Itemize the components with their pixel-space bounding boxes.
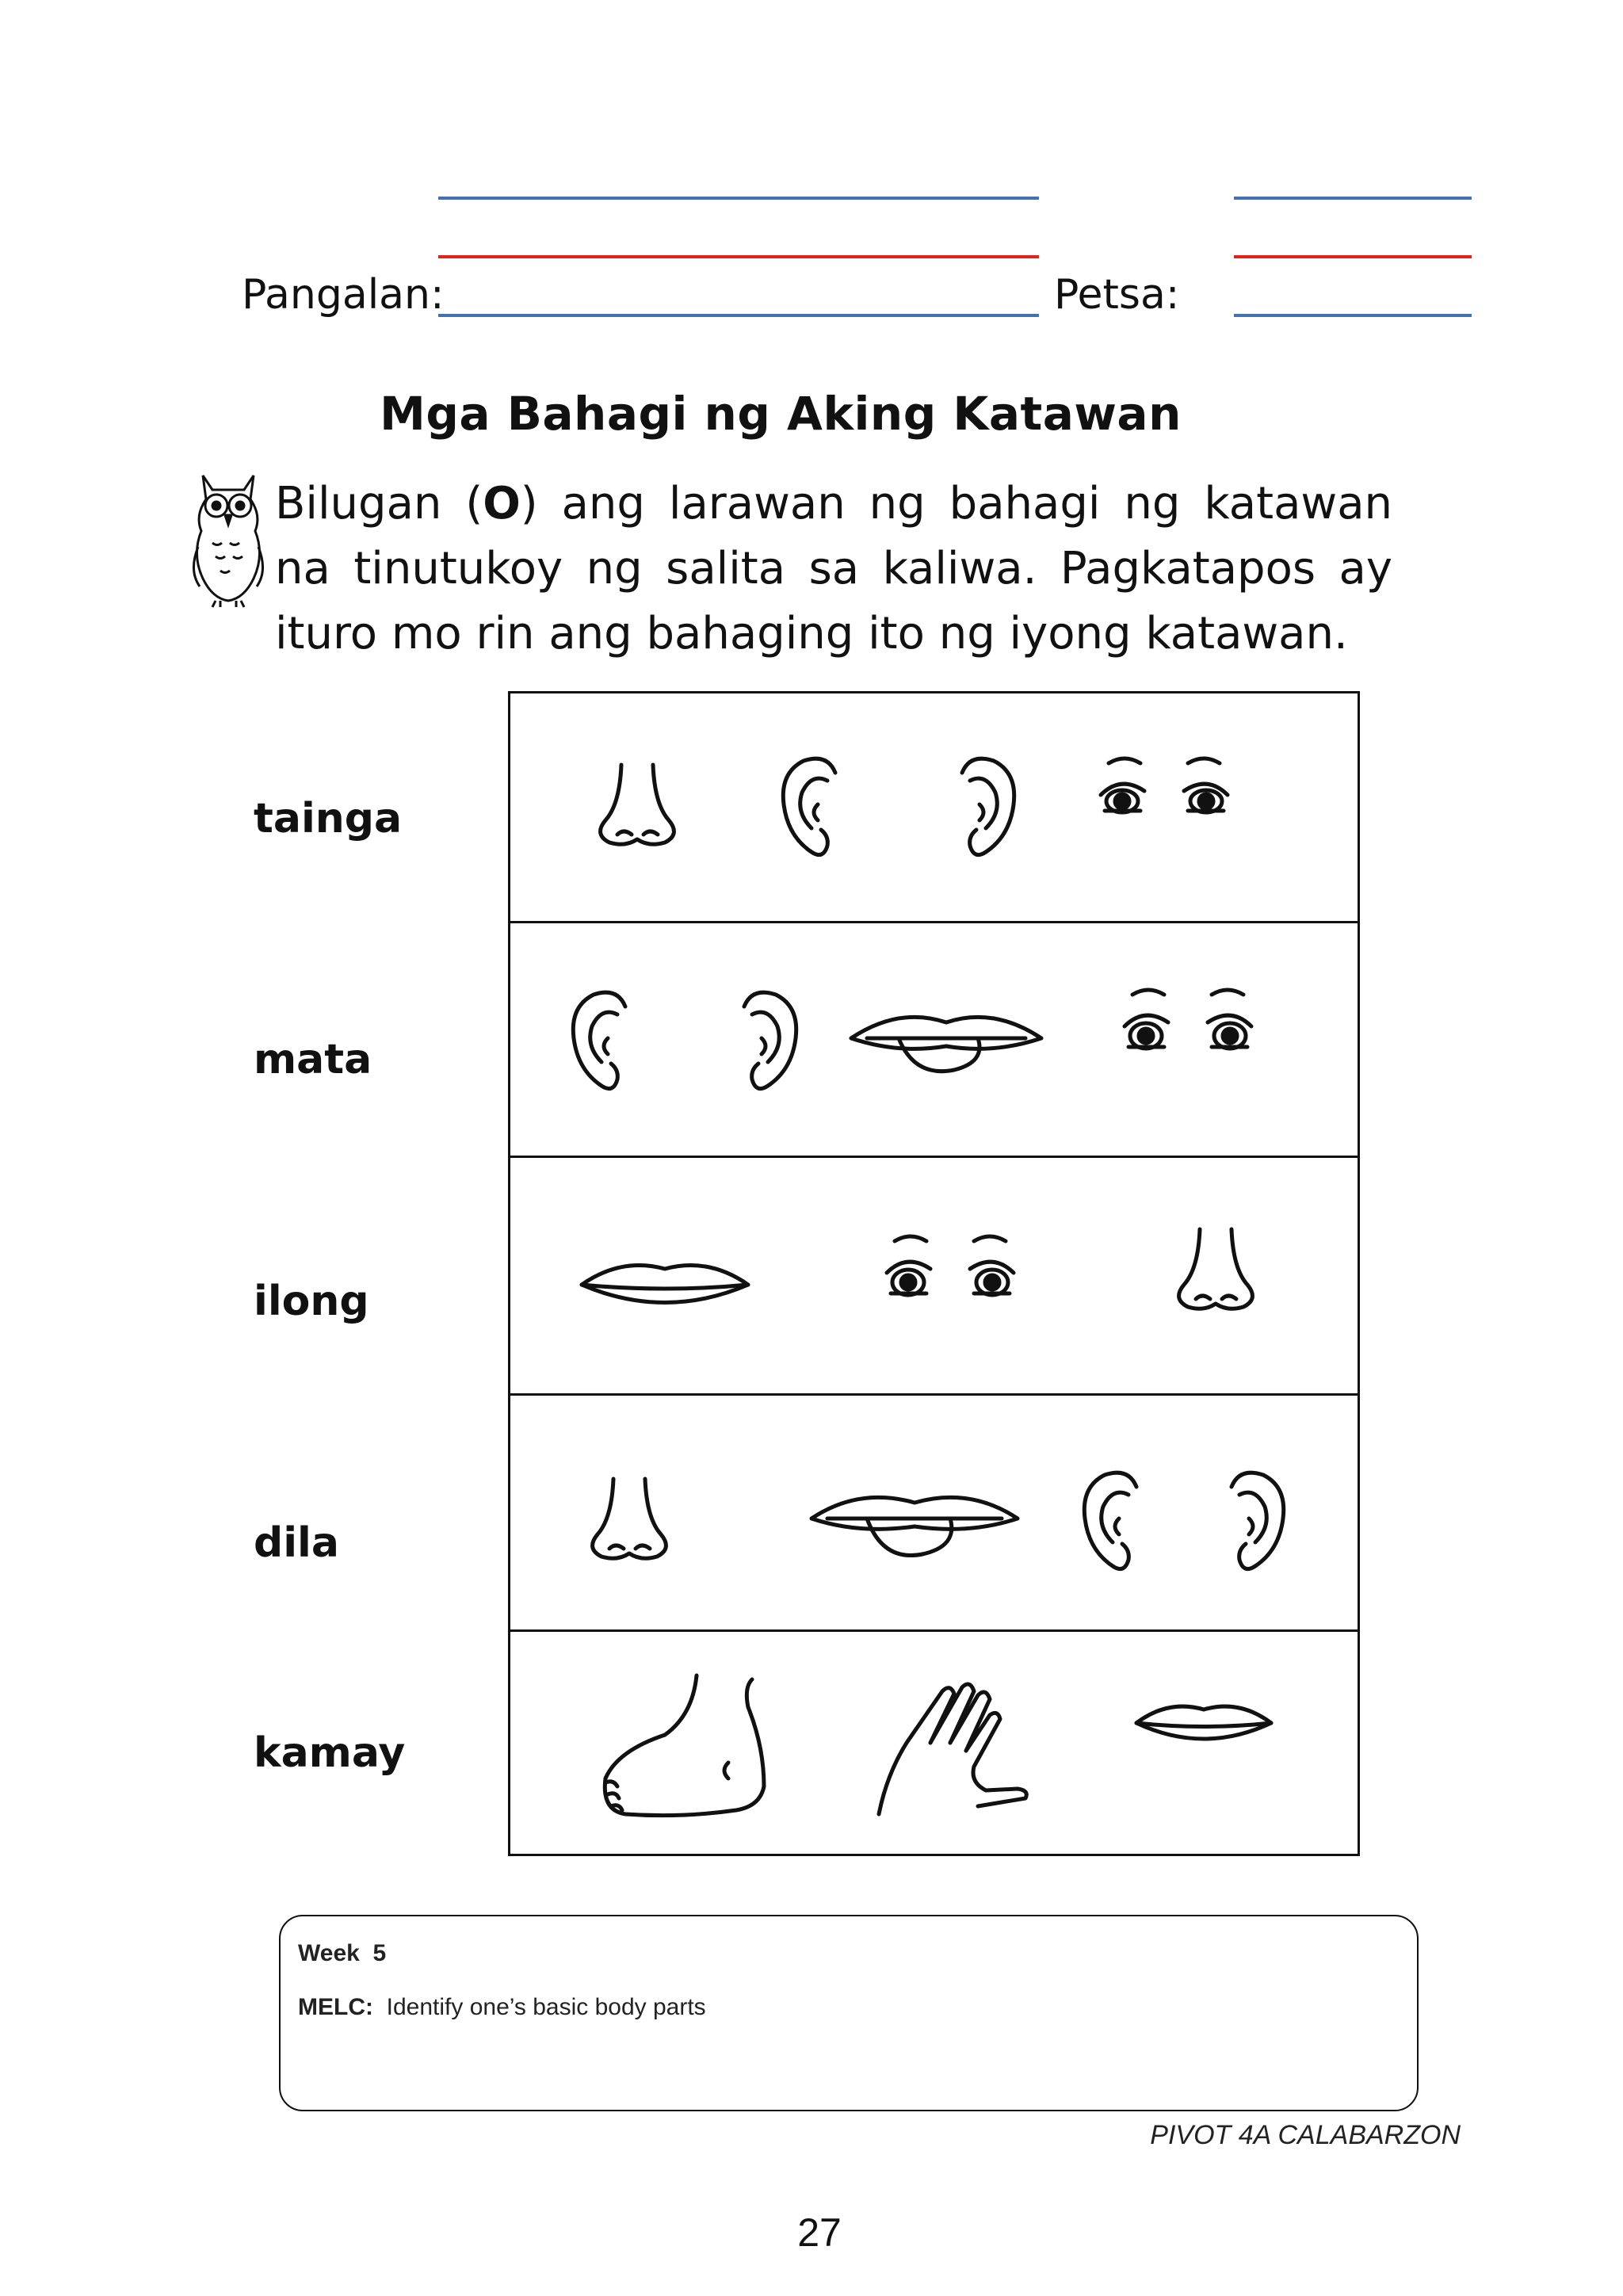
- word-ilong: ilong: [254, 1278, 369, 1325]
- picture-table: [508, 691, 1360, 1856]
- name-label: Pangalan:: [242, 271, 445, 319]
- picture-row-dila: [510, 1396, 1358, 1632]
- page-title: Mga Bahagi ng Aking Katawan: [380, 387, 1182, 441]
- ear-left-icon[interactable]: [783, 758, 835, 854]
- hand-icon[interactable]: [879, 1684, 1026, 1814]
- tongue-mouth-icon[interactable]: [851, 1017, 1041, 1071]
- page-number: 27: [797, 2210, 842, 2255]
- name-line-bottom[interactable]: [438, 314, 1039, 317]
- melc-text: Identify one’s basic body parts: [386, 1994, 706, 2020]
- name-line-top: [438, 197, 1039, 200]
- ear-left-icon[interactable]: [573, 992, 625, 1088]
- week-line: [298, 1940, 386, 1967]
- date-line-middle: [1234, 255, 1472, 258]
- ear-right-icon[interactable]: [1232, 1473, 1284, 1568]
- melc-box: [279, 1915, 1419, 2111]
- lips-icon[interactable]: [1136, 1706, 1271, 1739]
- owl-icon: [189, 468, 268, 610]
- footer-source: PIVOT 4A CALABARZON: [1150, 2120, 1461, 2150]
- instructions-part-1: Bilugan (: [275, 478, 483, 529]
- date-line-top: [1234, 197, 1472, 200]
- picture-row-kamay: [510, 1632, 1358, 1854]
- picture-row-ilong: [510, 1158, 1358, 1396]
- word-kamay: kamay: [254, 1729, 406, 1777]
- instructions: [275, 472, 1392, 667]
- word-dila: dila: [254, 1519, 339, 1567]
- ear-left-icon[interactable]: [1084, 1473, 1136, 1568]
- foot-icon[interactable]: [605, 1675, 764, 1816]
- picture-row-tainga: [510, 693, 1358, 923]
- tongue-mouth-icon[interactable]: [812, 1497, 1018, 1555]
- nose-icon[interactable]: [1179, 1229, 1253, 1308]
- eyes-icon[interactable]: [887, 1236, 1014, 1295]
- week-number: 5: [372, 1940, 387, 1966]
- date-label: Petsa:: [1054, 271, 1180, 319]
- week-label: Week: [298, 1940, 360, 1966]
- ear-right-icon[interactable]: [962, 758, 1014, 854]
- instructions-part-2: ) ang larawan ng bahagi ng katawan na tinutukoy ng salita sa kaliwa. Pagkatapos ay ituro mo rin ang bahaging ito ng iyong katawan.: [275, 478, 1392, 659]
- word-tainga: tainga: [254, 795, 403, 842]
- nose-icon[interactable]: [601, 765, 674, 844]
- melc-label: MELC:: [298, 1994, 373, 2020]
- nose-icon[interactable]: [593, 1479, 666, 1558]
- date-line-bottom[interactable]: [1234, 314, 1472, 317]
- circle-symbol: O: [483, 478, 521, 529]
- eyes-icon[interactable]: [1125, 990, 1251, 1049]
- picture-row-mata: [510, 923, 1358, 1158]
- eyes-icon[interactable]: [1101, 758, 1228, 812]
- lips-icon[interactable]: [582, 1266, 748, 1303]
- word-mata: mata: [254, 1036, 372, 1083]
- ear-right-icon[interactable]: [744, 992, 796, 1088]
- melc-line: [298, 1994, 706, 2021]
- name-line-middle: [438, 255, 1039, 258]
